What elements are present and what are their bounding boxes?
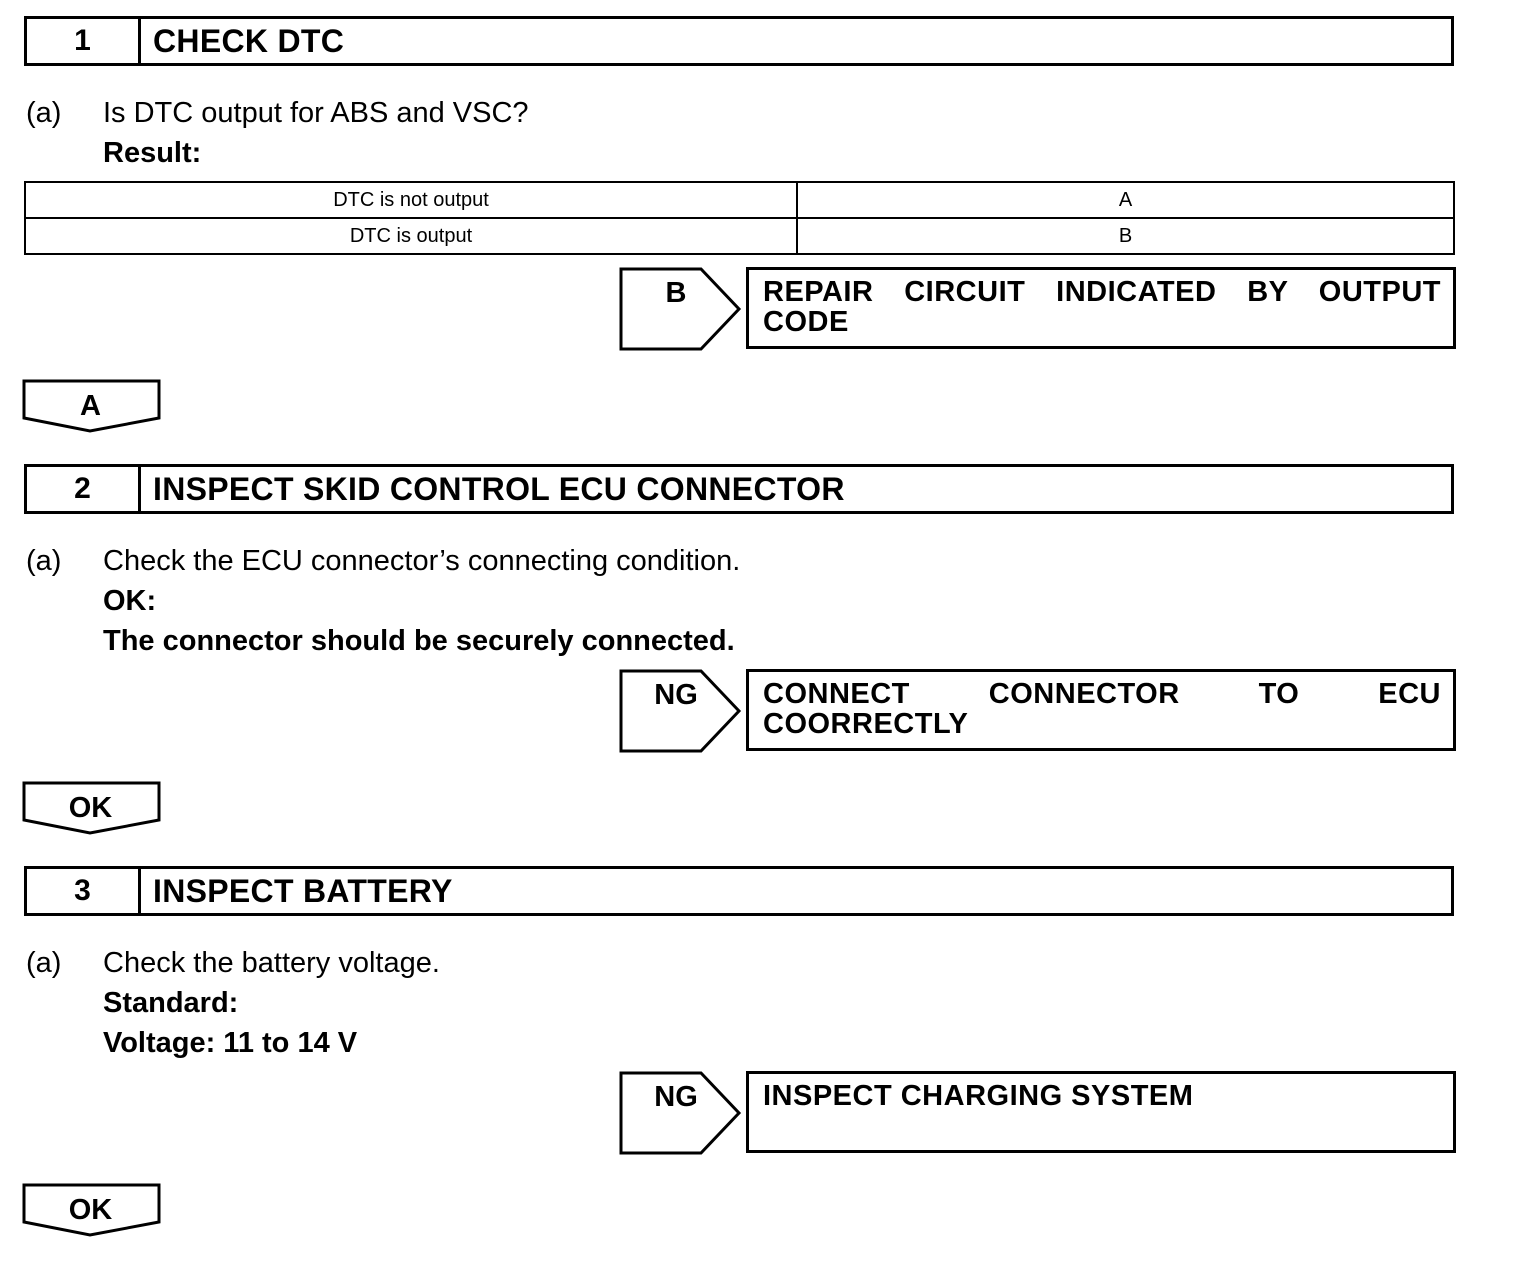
branch-action-text: REPAIR CIRCUIT INDICATED BY OUTPUT CODE xyxy=(763,276,1441,338)
table-cell-condition: DTC is not output xyxy=(25,182,797,218)
result-table xyxy=(24,181,1455,255)
step-number: 2 xyxy=(27,467,141,511)
branch-label: B xyxy=(665,277,687,309)
flow-label: OK xyxy=(68,792,113,824)
spec-label: OK: xyxy=(103,585,157,617)
step-number: 3 xyxy=(27,869,141,913)
step-1-header xyxy=(24,16,1454,66)
step-title: CHECK DTC xyxy=(153,22,345,59)
table-row xyxy=(25,218,1454,254)
branch-label: NG xyxy=(654,679,698,711)
flow-label: A xyxy=(80,390,101,422)
table-row xyxy=(25,182,1454,218)
spec-value: The connector should be securely connected. xyxy=(103,625,735,657)
paragraph-label: (a) xyxy=(26,947,62,979)
table-cell-code: B xyxy=(797,218,1454,254)
table-cell-code: A xyxy=(797,182,1454,218)
result-label: Result: xyxy=(103,137,202,169)
branch-action-box xyxy=(746,267,1456,349)
branch-action-text: INSPECT CHARGING SYSTEM xyxy=(763,1080,1194,1112)
table-cell-condition: DTC is output xyxy=(25,218,797,254)
step-2-instruction: Check the ECU connector’s connecting condition. xyxy=(103,545,741,577)
branch-action-box xyxy=(746,1071,1456,1153)
paragraph-label: (a) xyxy=(26,97,62,129)
step-number: 1 xyxy=(27,19,141,63)
spec-value: Voltage: 11 to 14 V xyxy=(103,1027,358,1059)
paragraph-label: (a) xyxy=(26,545,62,577)
spec-label: Standard: xyxy=(103,987,239,1019)
step-title: INSPECT SKID CONTROL ECU CONNECTOR xyxy=(153,470,845,507)
step-1-question: Is DTC output for ABS and VSC? xyxy=(103,97,529,129)
branch-action-box xyxy=(746,669,1456,751)
branch-label: NG xyxy=(654,1081,698,1113)
step-3-instruction: Check the battery voltage. xyxy=(103,947,440,979)
flow-label: OK xyxy=(68,1194,113,1226)
branch-action-text: CONNECT CONNECTOR TO ECU COORRECTLY xyxy=(763,678,1441,740)
step-3-header xyxy=(24,866,1454,916)
step-2-header xyxy=(24,464,1454,514)
step-title: INSPECT BATTERY xyxy=(153,872,453,909)
